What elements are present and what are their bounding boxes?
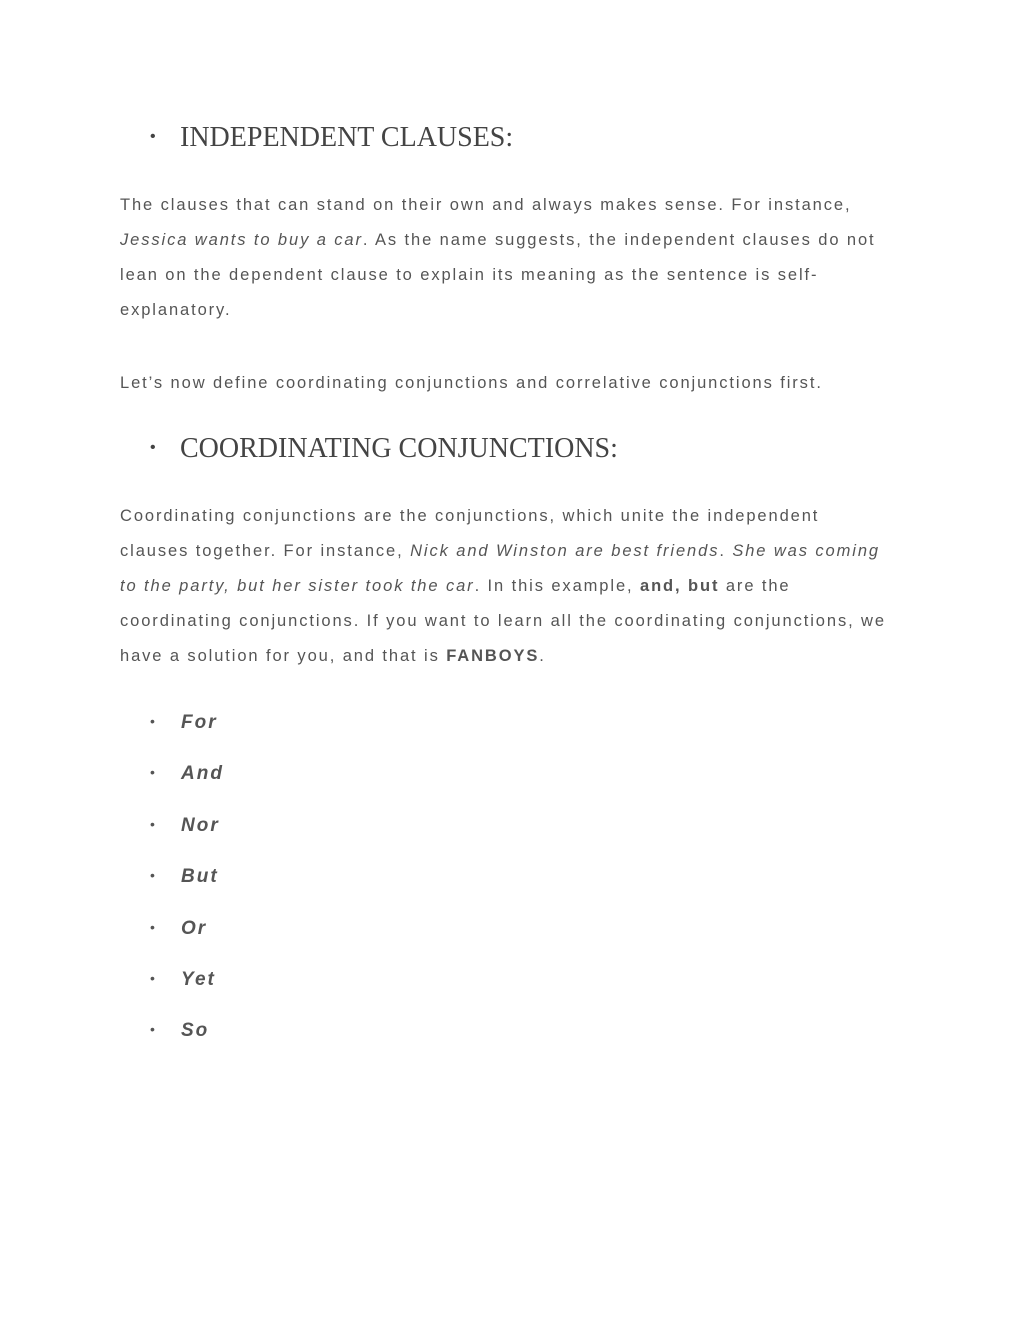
bullet: • <box>150 764 157 781</box>
heading-coordinating-conjunctions <box>150 435 618 463</box>
bullet: • <box>150 713 157 729</box>
text-run: Coordinating conjunctions are the conjunctions, which unite the independent clauses together. For instance, <box>120 507 820 560</box>
text-run: . In this example, <box>474 577 640 595</box>
conjunction-word: Or <box>181 917 208 939</box>
bullet: • <box>150 969 157 986</box>
text-run: are the coordinating conjunctions. If you want to learn all the coordinating conjunctions, we have a solution for you, and that is <box>120 577 886 665</box>
list-item <box>150 918 224 969</box>
transition-paragraph: Let’s now define coordinating conjunctions and correlative conjunctions first. <box>120 374 823 392</box>
bullet: • <box>150 918 157 935</box>
bullet: • <box>150 815 157 832</box>
example-italic: She was coming to the party, but her sister took the car <box>120 542 880 595</box>
conjunction-word: For <box>181 712 218 733</box>
example-italic: Jessica wants to buy a car <box>120 231 363 249</box>
fanboys-acronym: FANBOYS <box>446 647 540 665</box>
bullet: • <box>150 1021 157 1038</box>
text-run: . <box>539 647 546 665</box>
text-run: The clauses that can stand on their own and always makes sense. For instance, <box>120 196 852 214</box>
bullet: • <box>150 438 156 456</box>
conjunction-word: Yet <box>181 968 216 990</box>
list-item <box>150 866 224 917</box>
heading-text: COORDINATING CONJUNCTIONS: <box>180 433 618 464</box>
conjunction-word: Nor <box>181 814 220 836</box>
bold-terms: and, but <box>640 577 720 595</box>
list-item <box>150 969 224 1020</box>
independent-clauses-paragraph <box>120 188 910 328</box>
conjunction-word: And <box>181 763 224 785</box>
text-run: . As the name suggests, the independent clauses do not lean on the dependent clause to explain its meaning as the sentence is self-explanatory. <box>120 231 876 319</box>
conjunction-word: So <box>181 1020 210 1042</box>
bullet: • <box>150 127 156 145</box>
list-item <box>150 763 224 814</box>
text-run: . <box>719 542 733 560</box>
bullet: • <box>150 867 157 884</box>
conjunction-word: But <box>181 866 219 888</box>
list-item <box>150 1020 224 1071</box>
fanboys-list <box>150 712 224 1072</box>
coordinating-conjunctions-paragraph <box>120 499 890 674</box>
list-item <box>150 815 224 866</box>
example-italic: Nick and Winston are best friends <box>410 542 720 560</box>
heading-text: INDEPENDENT CLAUSES: <box>180 122 514 153</box>
list-item <box>150 712 224 763</box>
heading-independent-clauses <box>150 124 513 152</box>
